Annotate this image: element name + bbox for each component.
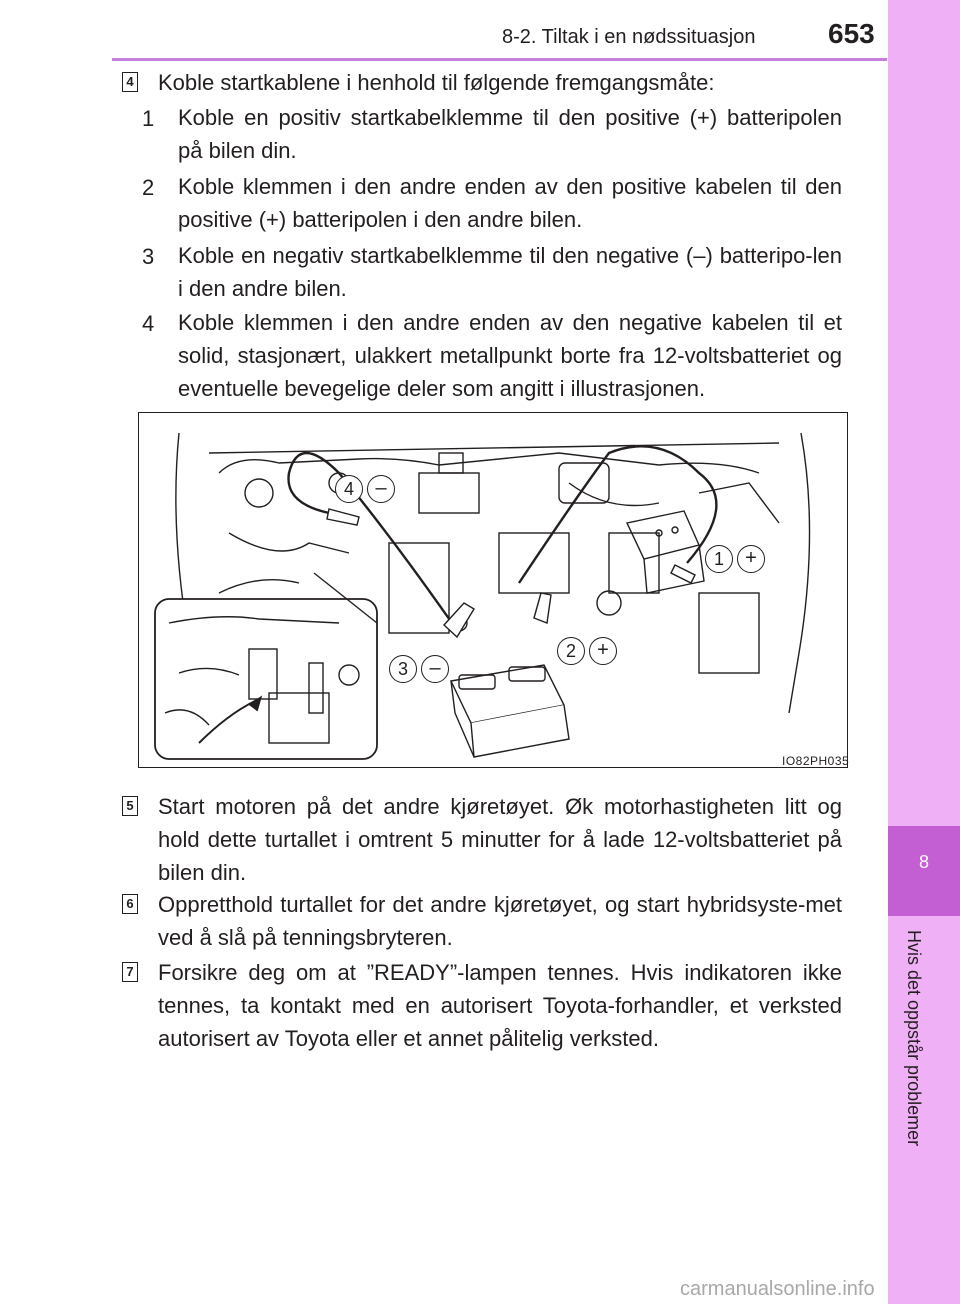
callout-sign: + [589,637,617,665]
step-text: Koble startkablene i henhold til følgende fremgangsmåte: [158,70,715,95]
page-number: 653 [828,18,875,49]
step-number-box: 7 [122,962,138,982]
step-text: Forsikre deg om at ”READY”-lampen tennes. Hvis indikatoren ikke tennes, ta kontakt med en autorisert Toyota-forhandler, et verksted autorisert av Toyota eller et annet pålitelig verksted. [158,960,842,1051]
callout-number: 2 [557,637,585,665]
jump-start-illustration [138,412,848,768]
step-text: Oppretthold turtallet for det andre kjøretøyet, og start hybridsyste-met ved å slå på tenningsbryteren. [158,892,842,950]
callout-number: 4 [335,475,363,503]
substep-text: Koble klemmen i den andre enden av den negative kabelen til et solid, stasjonært, ulakkert metallpunkt borte fra 12-voltsbatteriet og eventuelle bevegelige deler som angitt i illustrasjonen. [178,310,842,401]
callout-sign: + [737,545,765,573]
side-tab [888,0,960,1304]
chapter-number: 8 [918,852,929,872]
substep-number: 3 [142,244,155,269]
watermark: carmanualsonline.info [680,1278,875,1300]
substep-text: Koble en positiv startkabelklemme til den positive (+) batteripolen på bilen din. [178,105,842,163]
engine-bay-drawing [139,413,849,769]
step-text: Start motoren på det andre kjøretøyet. Øk motorhastigheten litt og hold dette turtallet i omtrent 5 minutter for å lade 12-voltsbatteriet på bilen din. [158,794,842,885]
step-number-box: 5 [122,796,138,816]
chapter-title: Hvis det oppstår problemer [904,930,924,1147]
figure-code: IO82PH035 [782,754,850,768]
callout-number: 3 [389,655,417,683]
substep-number: 1 [142,106,155,131]
header-rule [112,58,887,61]
step-number-box: 6 [122,894,138,914]
callout-4 [335,475,395,503]
callout-1 [705,545,765,573]
callout-sign: – [367,475,395,503]
substep-number: 2 [142,175,155,200]
substep-number: 4 [142,311,155,336]
step-number-box: 4 [122,72,138,92]
callout-sign: – [421,655,449,683]
callout-2 [557,637,617,665]
substep-text: Koble en negativ startkabelklemme til den negative (–) batteripo-len i den andre bilen. [178,243,842,301]
section-title: 8-2. Tiltak i en nødssituasjon [502,26,756,48]
substep-text: Koble klemmen i den andre enden av den positive kabelen til den positive (+) batteripolen i den andre bilen. [178,174,842,232]
callout-number: 1 [705,545,733,573]
callout-3 [389,655,449,683]
